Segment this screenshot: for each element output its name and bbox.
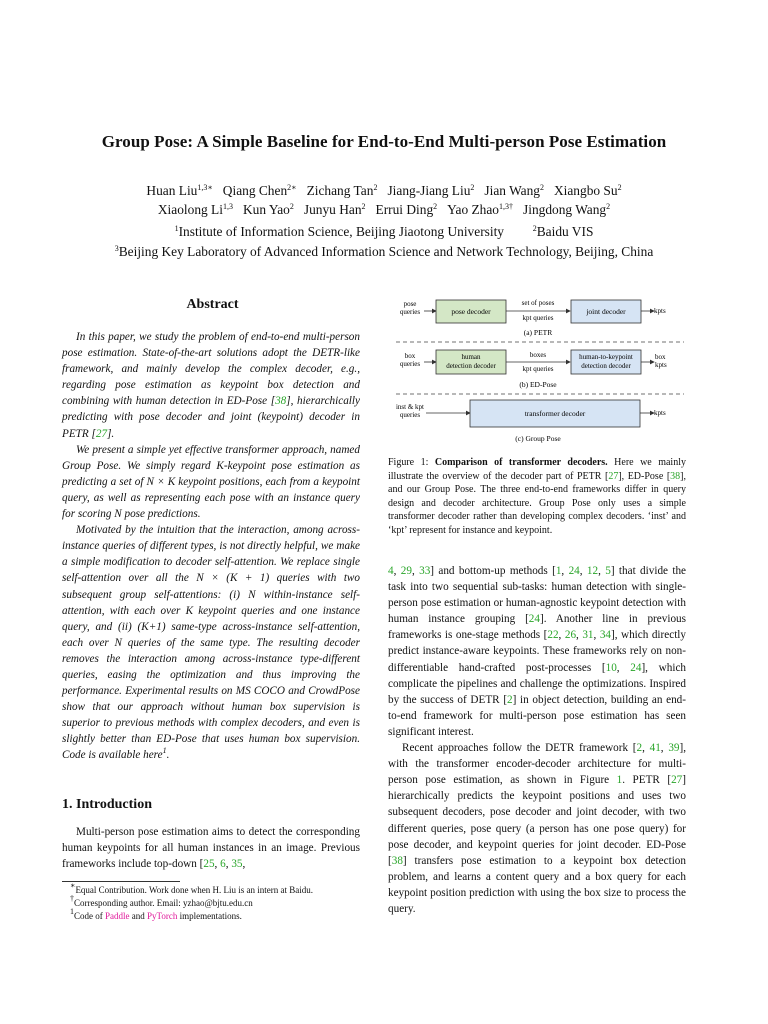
subfigure-c-label: (c) Group Pose (515, 434, 561, 443)
right-paragraph-2: Recent approaches follow the DETR framework [2, 41, 39], with the transformer encoder-decoder architecture for multi-person pose estimation, as shown in Figure 1. PETR [27] hierarchically predicts the keypoint positions and uses two subsequent decoders, pose decoder and joint decoder, with two different queries, pose query (a person has one pose query) for pose decoder, and keypoint queries for joint decoder. ED-Pose [38] transfers pose estimation to a keypoint box detection problem, and learns a content query and a box query for each keypoint position prediction with using the box size to process the query. (388, 742, 687, 915)
right-column-body (388, 563, 686, 917)
citation-link[interactable]: 4 (388, 565, 394, 577)
author-name: Junyu Han$^2$ (303, 202, 366, 217)
subfigure-a-label: (a) PETR (523, 328, 553, 337)
citation-link[interactable]: 2 (507, 693, 513, 706)
pytorch-link[interactable]: PyTorch (147, 911, 178, 921)
citation-link[interactable]: 12 (586, 565, 599, 577)
citation-link[interactable]: 33 (419, 565, 431, 577)
svg-text:joint decoder: joint decoder (586, 307, 626, 316)
citation-link[interactable]: 24 (568, 565, 580, 577)
abstract-heading: Abstract (186, 297, 239, 312)
paddle-link[interactable]: Paddle (105, 911, 130, 921)
affiliation-marker: 1 (174, 224, 179, 233)
citation-link[interactable]: 1 (616, 774, 623, 787)
figure-1-caption: Figure 1: Comparison of transformer decoders. Here we mainly illustrate the overview of the decoder part of PETR [27], ED-Pose [38], and our Group Pose. The three end-to-end frameworks differ in query design and decoder architecture. Group Pose only uses a simple transformer decoder rather than developing complex decoders. ‘inst’ and ‘kpt’ represent for instance and keypoint. (388, 457, 686, 536)
svg-text:boxes: boxes (529, 351, 547, 359)
affiliations-line-2 (0, 244, 768, 260)
svg-text:human-to-keypointdetection dec: human-to-keypoint detection decoder (579, 353, 633, 370)
citation-link[interactable]: 2 (636, 742, 643, 755)
svg-text:kpt queries: kpt queries (522, 365, 554, 373)
author-name: Jingdong Wang$^2$ (523, 202, 611, 217)
authors-line-1 (0, 183, 768, 199)
svg-text:kpts: kpts (654, 409, 666, 417)
affiliations-line-1 (0, 224, 768, 240)
citation-link[interactable]: 41 (649, 742, 661, 755)
citation-link[interactable]: 24 (528, 613, 540, 626)
citation-link[interactable]: 29 (400, 565, 412, 577)
citation-link[interactable]: 22 (547, 629, 559, 642)
citation-link[interactable]: 31 (582, 629, 594, 642)
author-name: Xiaolong Li$^{1,3}$ (157, 202, 233, 217)
author-name: Zichang Tan$^2$ (306, 183, 378, 198)
citation-link[interactable]: 26 (564, 629, 577, 642)
citation-link[interactable]: 38 (670, 470, 681, 482)
citation-link[interactable]: 27 (608, 470, 619, 482)
author-name: Yao Zhao$^{1,3\dagger}$ (447, 202, 514, 217)
petr-input-label: pose queries (399, 300, 421, 316)
footnote-2: †Corresponding author. Email: yzhao@bjtu.edu.cn (70, 894, 253, 908)
svg-text:pose decoder: pose decoder (451, 307, 491, 316)
author-name: Huan Liu$^{1,3∗}$ (146, 183, 213, 198)
introduction-heading: 1. Introduction (62, 797, 152, 812)
footnote-1: ∗Equal Contribution. Work done when H. Liu is an intern at Baidu. (70, 881, 314, 895)
citation-link[interactable]: 38 (275, 395, 287, 408)
grouppose-input-label: inst & kpt queries (395, 403, 425, 419)
citation-link[interactable]: 34 (599, 629, 611, 642)
paper-title: Group Pose: A Simple Baseline for End-to-End Multi-person Pose Estimation (101, 132, 667, 151)
svg-text:transformer decoder: transformer decoder (524, 409, 586, 418)
edpose-input-label: box queries (399, 352, 421, 368)
citation-link[interactable]: 35 (231, 858, 243, 871)
citation-link[interactable]: 5 (605, 565, 611, 577)
subfigure-b-label: (b) ED-Pose (519, 380, 557, 389)
affiliation-marker: 3 (114, 244, 119, 253)
author-name: Kun Yao$^2$ (242, 202, 294, 217)
footnote-3: $^1$Code of Paddle and PyTorch implementations. (70, 907, 242, 921)
affiliation-3: Beijing Key Laboratory of Advanced Information Science and Network Technology, Beijing, China (118, 244, 654, 259)
affiliation-marker: 2 (532, 224, 537, 233)
intro-paragraph-1: Multi-person pose estimation aims to detect the corresponding human keypoints for all human instances in an image. Previous frameworks include top-down [25, 6, 35, (62, 826, 360, 871)
author-name: Xiangbo Su$^2$ (553, 183, 622, 198)
author-name: Qiang Chen$^{2∗}$ (222, 183, 297, 198)
footnotes (70, 881, 314, 923)
abstract-paragraph-3: Motivated by the intuition that the interaction, among across-instance queries of different types, is not directly helpful, we make a simple modification to decoder self-attention. We replace single self-attention over all the N × (K + 1) queries with two subsequent group self-attentions: (i) N within-instance self-attention, with each over K keypoint queries and one instance query, and (ii) (K+1) same-type across-instance self-attention, each over N queries of the same type. The resulting decoder removes the interaction among across-instance type-different queries, easing the optimization and thus improving the performance. Experimental results on MS COCO and CrowdPose show that our approach without human box supervision is superior to previous methods with complex decoders, and even is slightly better than ED-Pose that uses human box supervision. Code is available here$^1$. (62, 524, 360, 762)
svg-text:boxkpts: box kpts (655, 353, 667, 369)
svg-text:kpts: kpts (654, 307, 666, 315)
citation-link[interactable]: 6 (220, 858, 226, 871)
svg-text:kpt queries: kpt queries (522, 314, 554, 322)
right-paragraph-1: 4, 29, 33] and bottom-up methods [1, 24, 12, 5] that divide the task into two sequential sub-tasks: human detection with single-person pose estimation or human-agnostic keypoint detection with human instance grouping [24]. Another line in previous frameworks is one-stage methods [22, 26, 31, 34], which directly predict instance-aware keypoints. These frameworks rely on non-differentiable hand-crafted post-processes [10, 24], which complicate the pipelines and challenge the optimizations. Inspired by the success of DETR [2] in object detection, building an end-to-end framework for multi-person pose estimation has seen significant interest. (388, 565, 687, 738)
affiliation-1: Institute of Information Science, Beijing Jiaotong University (178, 224, 504, 239)
abstract-body (62, 329, 360, 764)
citation-link[interactable]: 27 (671, 774, 683, 787)
citation-link[interactable]: 27 (95, 427, 108, 440)
citation-link[interactable]: 38 (391, 854, 403, 867)
footnote-marker[interactable]: 1 (162, 746, 167, 756)
author-name: Jiang-Jiang Liu$^2$ (387, 183, 475, 198)
citation-link[interactable]: 10 (605, 661, 617, 674)
svg-text:humandetection decoder: human detection decoder (446, 353, 496, 370)
abstract-paragraph-1: In this paper, we study the problem of end-to-end multi-person pose estimation. State-of-the-art solutions adopt the DETR-like framework, and mainly develop the complex decoder, e.g., regarding pose estimation as keypoint box detection and combining with human detection in ED-Pose [38], hierarchically predicting with pose decoder and joint (keypoint) decoder in PETR [27]. (62, 331, 360, 440)
introduction-body (62, 824, 360, 872)
citation-link[interactable]: 39 (668, 742, 680, 755)
citation-link[interactable]: 1 (555, 565, 562, 577)
citation-link[interactable]: 24 (630, 661, 642, 674)
svg-text:set of poses: set of poses (521, 299, 555, 307)
author-name: Jian Wang$^2$ (484, 183, 544, 198)
abstract-paragraph-2: We present a simple yet effective transformer approach, named Group Pose. We simply regard K-keypoint pose estimation as predicting a set of N × K keypoint positions, each from a keypoint query, as well as representing each pose with an instance query for scoring N pose predictions. (62, 443, 360, 521)
footnote-divider (62, 881, 180, 882)
authors-line-2 (0, 202, 768, 218)
author-name: Errui Ding$^2$ (375, 202, 438, 217)
figure-1-diagram (388, 292, 688, 450)
citation-link[interactable]: 25 (203, 858, 215, 871)
affiliation-2: Baidu VIS (536, 224, 594, 239)
